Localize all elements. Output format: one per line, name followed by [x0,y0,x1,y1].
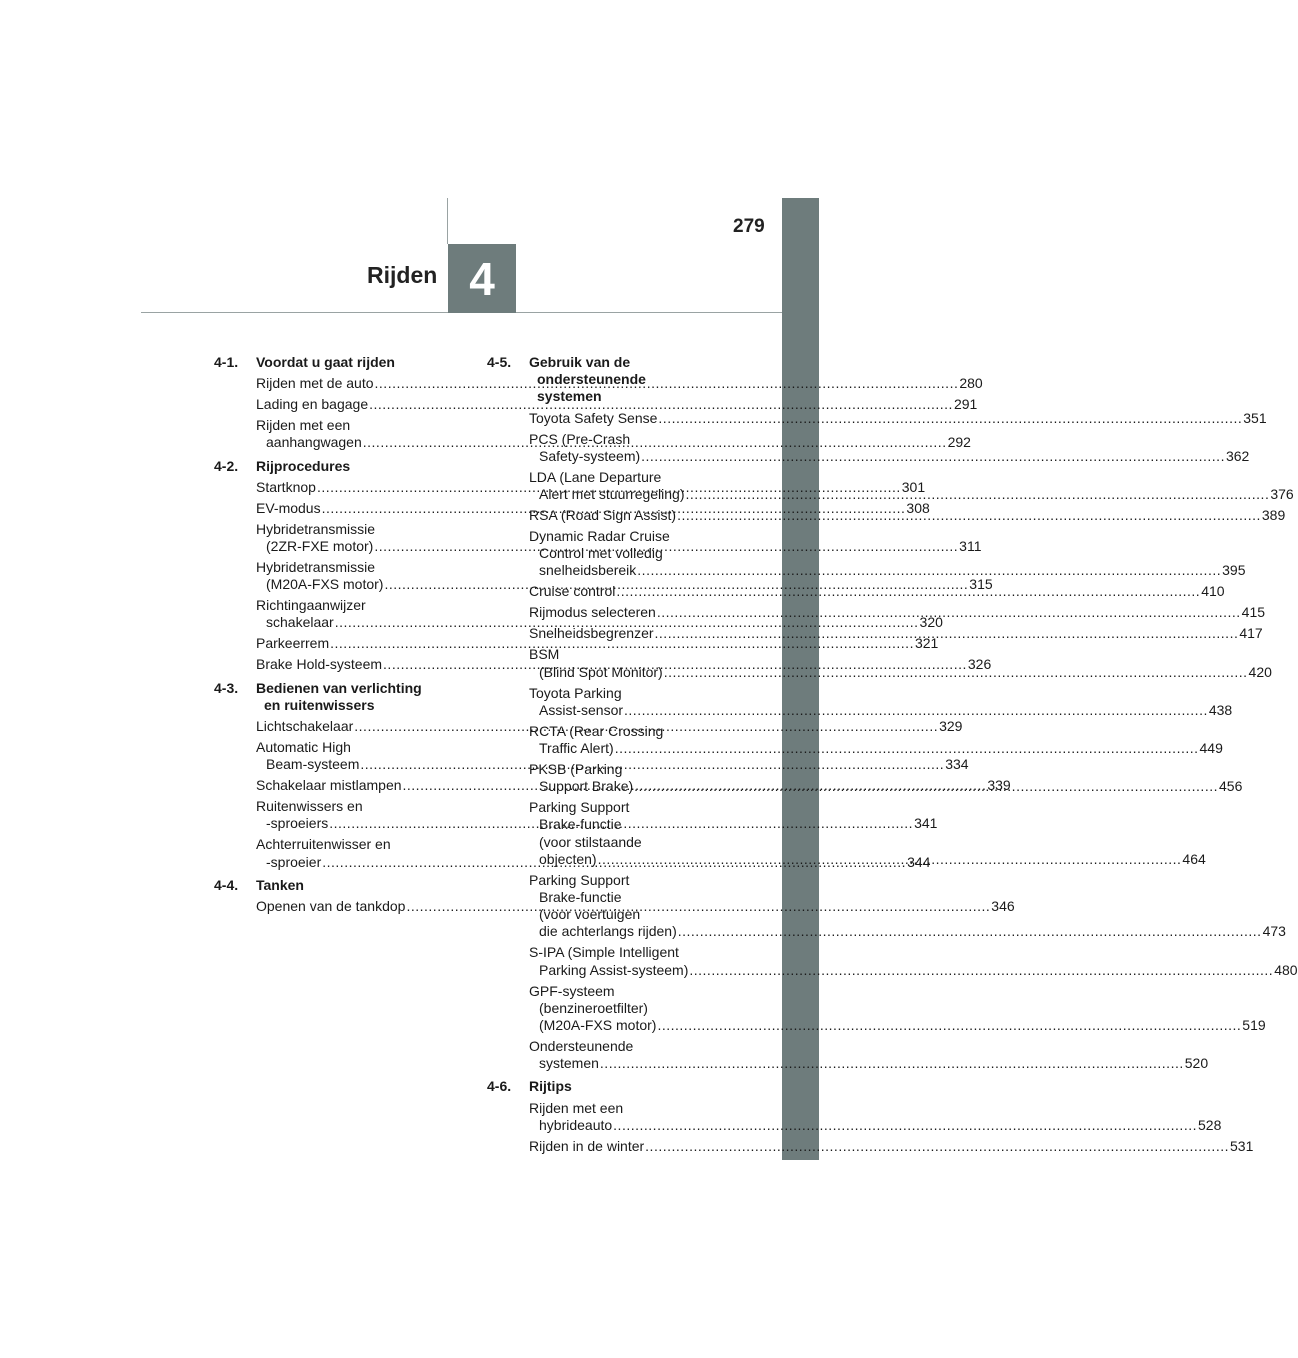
section-title [529,354,740,406]
toc-page-number: 362 [1225,447,1250,464]
toc-entry-line [529,961,1298,979]
section-number: 4-1. [214,354,239,370]
toc-entry-text: aanhangwagen [266,434,362,451]
toc-page-number: 376 [1270,486,1294,503]
dot-leader [615,740,1199,756]
toc-page-number: 531 [1230,1137,1254,1154]
toc-page-number: 456 [1219,778,1243,795]
toc-page-number: 311 [959,538,982,555]
toc-entry-line [529,562,1246,579]
toc-entry-line: Hybridetransmissie [256,559,376,576]
section-title [529,1078,740,1095]
toc-entry-text: hybrideauto [539,1116,613,1133]
toc-page-number: 339 [987,777,1011,794]
toc-entry-line [529,625,1263,642]
toc-entry-line [529,701,1233,719]
toc-entry-text: Lichtschakelaar [256,718,354,735]
section-number: 4-2. [214,457,239,474]
toc-entry-text: systemen [539,1055,599,1072]
section-title-line: Bedienen van verlichting [256,679,422,696]
toc-entry-text: Cruise control [529,583,616,600]
toc-entry[interactable] [487,409,1267,427]
toc-entry-line: GPF-systeem [529,982,615,999]
dot-leader [658,410,1242,426]
toc-page-number: 329 [939,718,963,735]
toc-page-number: 344 [907,853,931,870]
toc-entry-line: Achterruitenwisser en [256,836,391,853]
toc-entry-text: Toyota Safety Sense [529,409,658,426]
toc-entry[interactable] [487,1099,1222,1134]
toc-entry-text: Support Brake) [539,778,634,795]
dot-leader [634,778,1218,794]
toc-entry-text: Parkeerrem [256,635,330,652]
toc-entry-line: BSM [529,646,560,663]
dot-leader [689,962,1273,978]
toc-entry-text: Alert met stuurregeling) [539,486,685,503]
dot-leader [657,604,1241,620]
toc-entry[interactable] [487,944,1298,978]
toc-entry-text: Startknop [256,478,316,495]
toc-entry-line [256,614,943,631]
toc-entry-line: Hybridetransmissie [256,520,376,537]
toc-entry-line [529,1017,1266,1034]
section-title-line: Rijprocedures [256,457,351,474]
section-number: 4-3. [214,679,239,696]
toc-entry-line: Parking Support [529,871,630,888]
section-title [256,458,467,475]
toc-page-number: 449 [1199,740,1223,757]
section-number: 4-4. [214,876,239,893]
toc-entry-text: Schakelaar mistlampen [256,777,402,794]
toc-entry-line: PKSB (Parking [529,761,623,778]
toc-page-number: 320 [919,614,943,631]
dot-leader [677,507,1261,523]
toc-page-number: 341 [914,815,938,832]
toc-entry-text: Safety-systeem) [539,447,641,464]
toc-page-number: 280 [959,375,983,392]
toc-entry-text: Beam-systeem [266,756,360,773]
chapter-number: 4 [469,252,495,305]
page-number: 279 [733,216,765,237]
toc-page-number: 315 [969,576,993,593]
header-vertical-rule [447,198,448,244]
toc-entry[interactable] [487,604,1266,621]
dot-leader [637,562,1221,578]
toc-section [487,354,740,406]
toc-entry[interactable] [214,635,939,652]
toc-entry-line: Brake-functie [539,816,622,833]
section-title-line: Rijtips [529,1078,572,1095]
toc-entry-line: LDA (Lane Departure [529,468,662,485]
toc-entry-text: Snelheidsbegrenzer [529,625,654,642]
toc-page-number: 519 [1242,1017,1266,1034]
toc-entry-text: schakelaar [266,614,334,631]
chapter-title: Rijden [367,262,438,288]
toc-page-number: 321 [914,635,939,652]
toc-entry-text: Brake Hold-systeem [256,656,383,673]
toc-section [214,680,467,714]
section-title [256,354,467,371]
toc-entry-line [529,1116,1222,1134]
toc-entry[interactable] [487,625,1263,642]
toc-entry-line: Brake-functie [539,889,622,906]
dot-leader [664,664,1248,680]
toc-entry-line [529,447,1250,465]
toc-entry-text: (M20A-FXS motor) [266,576,384,593]
dot-leader [645,1138,1229,1154]
toc-section [214,877,467,894]
toc-entry-text: (Blind Spot Monitor) [539,663,663,680]
toc-entry-line: Automatic High [256,739,351,756]
toc-entry-text: Rijmodus selecteren [529,604,656,621]
toc-entry-line: (voor voertuigen [539,906,641,923]
toc-entry-text: (M20A-FXS motor) [539,1017,657,1034]
toc-entry-line: S-IPA (Simple Intelligent [529,944,679,961]
dot-leader [613,1117,1197,1133]
toc-entry-text: Lading en bagage [256,396,369,413]
toc-entry-line: Richtingaanwijzer [256,597,366,614]
toc-entry-line: Control met volledig [539,545,663,562]
dot-leader [655,625,1239,641]
toc-entry-text: Rijden met de auto [256,375,374,392]
toc-entry-line [529,740,1223,757]
toc-page-number: 308 [906,499,930,516]
toc-page-number: 395 [1222,562,1246,579]
toc-entry-text: Parking Assist-systeem) [539,961,689,978]
section-title-line: systemen [537,388,602,405]
toc-entry-line: Ruitenwissers en [256,798,363,815]
toc-page-number: 389 [1261,507,1286,524]
toc-page-number: 464 [1182,850,1206,867]
toc-entry-line: Ondersteunende [529,1038,634,1055]
toc-page-number: 473 [1262,923,1286,940]
toc-entry-text: -sproeier [266,853,322,870]
section-number: 4-5. [487,354,512,370]
toc-page-number: 438 [1208,701,1233,718]
section-number: 4-6. [487,1078,512,1095]
toc-page-number: 520 [1184,1055,1209,1072]
section-title-line: en ruitenwissers [264,696,375,713]
toc-section [487,1078,740,1095]
toc-entry-line [529,604,1266,621]
section-title-line: ondersteunende [537,371,646,388]
section-title-line: Tanken [256,876,304,893]
dot-leader [678,923,1262,939]
toc-entry-line [256,635,939,652]
toc-page-number: 415 [1241,604,1266,621]
toc-entry-text: Rijden in de winter [529,1137,645,1154]
dot-leader [624,702,1208,718]
toc-entry-line: PCS (Pre-Crash [529,430,631,447]
section-title-line: Gebruik van de [529,354,631,370]
toc-entry-text: objecten) [539,850,597,867]
section-title-line: Voordat u gaat rijden [256,354,395,370]
dot-leader [641,448,1225,464]
toc-section [214,354,467,371]
toc-entry-text: Assist-sensor [539,701,624,718]
dot-leader [616,583,1200,599]
toc-entry-text: (2ZR-FXE motor) [266,538,374,555]
toc-entry[interactable] [487,1137,1254,1155]
dot-leader [600,1055,1184,1071]
toc-entry-line: Toyota Parking [529,684,622,701]
toc-entry-line [529,1137,1254,1155]
section-title [256,877,467,894]
toc-page-number: 417 [1239,625,1263,642]
toc-page-number: 326 [967,656,992,673]
dot-leader [657,1017,1241,1033]
toc-page-number: 346 [991,898,1015,915]
toc-page-number: 480 [1274,961,1298,978]
toc-entry[interactable] [487,1038,1209,1072]
toc-entry-line: Parking Support [529,799,630,816]
toc-entry-line: Rijden met een [256,417,351,434]
section-title [256,680,467,714]
toc-entry-line: Dynamic Radar Cruise [529,528,670,545]
toc-page-number: 351 [1243,409,1267,426]
toc-entry-line: (voor stilstaande [539,833,642,850]
toc-entry-text: Openen van de tankdop [256,898,406,915]
toc-entry-line: (benzineroetfilter) [539,999,648,1016]
toc-page-number: 420 [1248,663,1272,680]
toc-entry-text: snelheidsbereik [539,562,637,579]
toc-entry[interactable] [487,684,1233,719]
chapter-number-box [448,244,516,313]
toc-entry[interactable] [487,982,1266,1035]
toc-entry-text: die achterlangs rijden) [539,923,677,940]
toc-entry-text: RSA (Road Sign Assist) [529,507,677,524]
toc-page-number: 410 [1201,583,1225,600]
toc-entry-text: Traffic Alert) [539,740,614,757]
toc-page-number: 301 [901,478,926,495]
toc-page-number: 528 [1198,1116,1222,1133]
toc-page-number: 334 [945,756,969,773]
toc-page-number: 291 [953,396,978,413]
toc-entry-text: -sproeiers [266,815,329,832]
toc-entry-line: Rijden met een [529,1099,624,1116]
dot-leader [598,851,1182,867]
toc-entry-line [529,923,1286,940]
toc-entry-line: RCTA (Rear Crossing [529,722,664,739]
toc-entry-line [529,409,1267,427]
toc-entry-text: EV-modus [256,499,321,516]
toc-entry-line [529,1055,1209,1072]
toc-section [214,458,467,475]
toc-page-number: 292 [947,434,971,451]
dot-leader [686,486,1270,502]
